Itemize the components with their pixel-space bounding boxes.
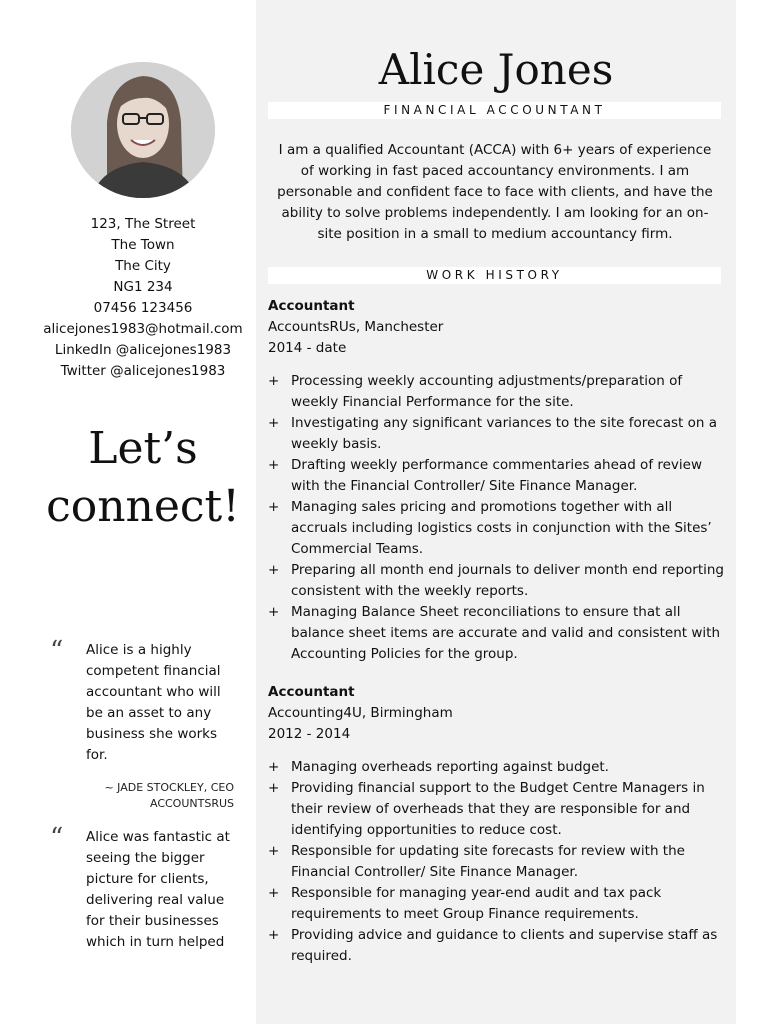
connect-line-1: Let’s <box>88 423 198 474</box>
address-line-2: The Town <box>111 237 175 253</box>
job-role: Accountant <box>268 298 355 314</box>
testimonial-source-line-1: ~ JADE STOCKLEY, CEO <box>104 781 234 794</box>
testimonial-text: Alice was fantastic at seeing the bigger picture for clients, delivering real value for their businesses which in turn helped <box>86 829 230 950</box>
job-company: AccountsRUs, Manchester <box>268 319 444 335</box>
job-duties-list <box>268 757 724 967</box>
postcode: NG1 234 <box>113 279 173 295</box>
plus-icon: + <box>268 415 280 431</box>
plus-icon: + <box>268 562 280 578</box>
duty-text: Providing advice and guidance to clients and supervise staff as required. <box>291 927 718 964</box>
list-item <box>268 778 724 841</box>
quote-mark-icon: “ <box>50 823 64 853</box>
duty-text: Processing weekly accounting adjustments/preparation of weekly Financial Performance for the site. <box>291 373 683 410</box>
plus-icon: + <box>268 927 280 943</box>
list-item <box>268 371 724 413</box>
phone-number: 07456 123456 <box>93 300 193 316</box>
duty-text: Responsible for managing year-end audit and tax pack requirements to meet Group Finance requirements. <box>291 885 662 922</box>
profile-photo <box>71 62 215 198</box>
plus-icon: + <box>268 885 280 901</box>
address-line-1: 123, The Street <box>90 216 196 232</box>
duty-text: Investigating any significant variances to the site forecast on a weekly basis. <box>291 415 717 452</box>
twitter-handle: Twitter @alicejones1983 <box>60 363 226 379</box>
job-entry-1 <box>268 296 724 665</box>
testimonial-1 <box>50 636 240 812</box>
list-item <box>268 925 724 967</box>
plus-icon: + <box>268 843 280 859</box>
plus-icon: + <box>268 780 280 796</box>
job-title-banner: FINANCIAL ACCOUNTANT <box>268 102 721 119</box>
email-address: alicejones1983@hotmail.com <box>43 321 243 337</box>
list-item <box>268 497 724 560</box>
linkedin-handle: LinkedIn @alicejones1983 <box>54 342 232 358</box>
duty-text: Managing Balance Sheet reconciliations to ensure that all balance sheet items are accurate and valid and consistent with Accounting Policies for the group. <box>291 604 721 662</box>
list-item <box>268 455 724 497</box>
list-item <box>268 757 724 778</box>
duty-text: Providing financial support to the Budget Centre Managers in their review of overheads that they are responsible for and identifying opportunities to reduce cost. <box>291 780 705 838</box>
job-role: Accountant <box>268 684 355 700</box>
job-dates: 2014 - date <box>268 340 347 356</box>
plus-icon: + <box>268 499 280 515</box>
contact-details <box>40 214 246 382</box>
lets-connect-heading <box>30 420 256 536</box>
connect-line-2: connect! <box>46 481 240 532</box>
duty-text: Managing sales pricing and promotions together with all accruals including logistics costs in conjunction with the Sites’ Commercial Teams. <box>291 499 712 557</box>
plus-icon: + <box>268 373 280 389</box>
testimonial-2 <box>50 823 240 953</box>
address-line-3: The City <box>115 258 171 274</box>
plus-icon: + <box>268 759 280 775</box>
job-duties-list <box>268 371 724 665</box>
person-portrait-icon <box>71 62 215 198</box>
list-item <box>268 413 724 455</box>
testimonial-source <box>50 780 234 812</box>
list-item <box>268 602 724 665</box>
job-dates: 2012 - 2014 <box>268 726 351 742</box>
candidate-name: Alice Jones <box>378 45 614 94</box>
duty-text: Responsible for updating site forecasts for review with the Financial Controller/ Site Finance Manager. <box>291 843 685 880</box>
testimonial-text: Alice is a highly competent financial accountant who will be an asset to any business she works for. <box>86 642 221 763</box>
job-company: Accounting4U, Birmingham <box>268 705 453 721</box>
duty-text: Preparing all month end journals to deliver month end reporting consistent with the weekly reports. <box>291 562 724 599</box>
job-entry-2 <box>268 682 724 967</box>
profile-summary: I am a qualified Accountant (ACCA) with 6+ years of experience of working in fast paced accountancy environments. I am personable and confident face to face with clients, and have the ability to solve problems independently. I am looking for an on-site position in a small to medium accountancy firm. <box>277 142 713 242</box>
list-item <box>268 841 724 883</box>
plus-icon: + <box>268 604 280 620</box>
list-item <box>268 883 724 925</box>
duty-text: Managing overheads reporting against budget. <box>291 759 609 775</box>
work-history-heading: WORK HISTORY <box>268 267 721 284</box>
testimonial-source-line-2: ACCOUNTSRUS <box>149 797 234 810</box>
quote-mark-icon: “ <box>50 636 64 666</box>
plus-icon: + <box>268 457 280 473</box>
list-item <box>268 560 724 602</box>
duty-text: Drafting weekly performance commentaries ahead of review with the Financial Controller/ Site Finance Manager. <box>291 457 703 494</box>
